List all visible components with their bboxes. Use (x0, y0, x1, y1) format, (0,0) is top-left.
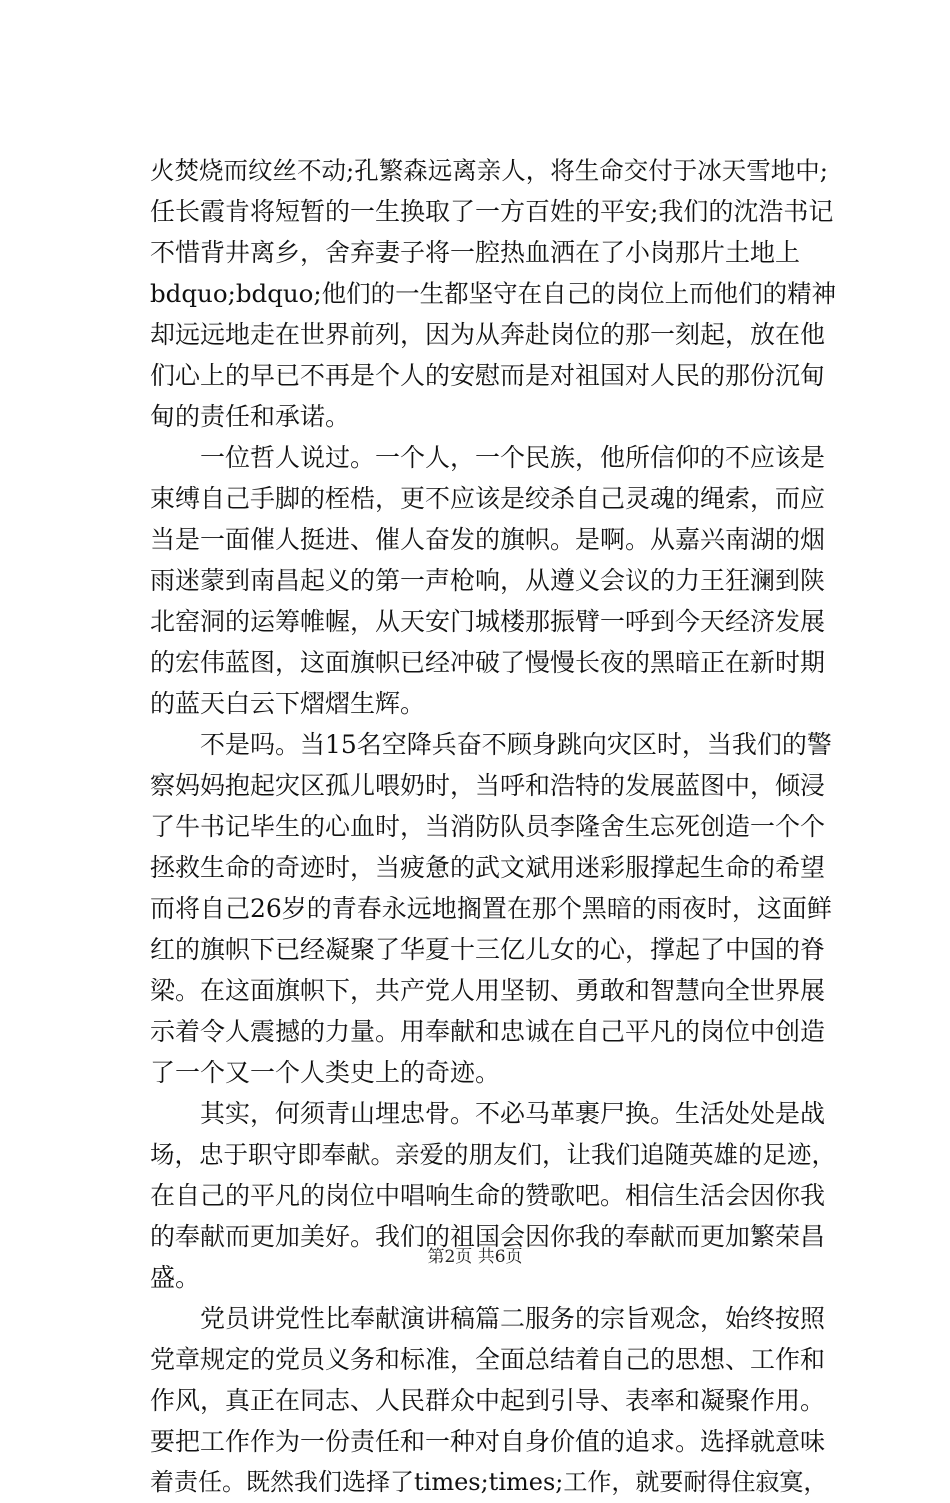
text-line: bdquo;bdquo;他们的一生都坚守在自己的岗位上而他们的精神 (150, 279, 837, 308)
text-line: 的蓝天白云下熠熠生辉。 (150, 689, 426, 718)
text-line: 的奉献而更加美好。我们的祖国会因你我的奉献而更加繁荣昌 (150, 1222, 826, 1251)
text-line: 在自己的平凡的岗位中唱响生命的赞歌吧。相信生活会因你我 (150, 1181, 826, 1210)
text-line: 而将自己26岁的青春永远地搁置在那个黑暗的雨夜时，这面鲜 (150, 894, 832, 923)
paragraph-first-line: 一位哲人说过。一个人，一个民族，他所信仰的不应该是 (200, 443, 826, 472)
text-line: 察妈妈抱起灾区孤儿喂奶时，当呼和浩特的发展蓝图中，倾浸 (150, 771, 826, 800)
text-line: 当是一面催人挺进、催人奋发的旗帜。是啊。从嘉兴南湖的烟 (150, 525, 826, 554)
text-line: 着责任。既然我们选择了times;times;工作，就要耐得住寂寞， (150, 1468, 828, 1496)
text-line: 火焚烧而纹丝不动;孔繁森远离亲人，将生命交付于冰天雪地中; (150, 156, 829, 185)
text-line: 北窑洞的运筹帷幄，从天安门城楼那振臂一呼到今天经济发展 (150, 607, 826, 636)
text-line: 却远远地走在世界前列，因为从奔赴岗位的那一刻起，放在他 (150, 320, 826, 349)
paragraph-first-line: 其实，何须青山埋忠骨。不必马革裹尸换。生活处处是战 (200, 1099, 826, 1128)
text-line: 红的旗帜下已经凝聚了华夏十三亿儿女的心，撑起了中国的脊 (150, 935, 826, 964)
text-line: 雨迷蒙到南昌起义的第一声枪响，从遵义会议的力王狂澜到陕 (150, 566, 826, 595)
text-line: 盛。 (150, 1263, 201, 1292)
text-line: 作风，真正在同志、人民群众中起到引导、表率和凝聚作用。 (150, 1386, 826, 1415)
page-footer: 第2页 共6页 (427, 1247, 523, 1267)
document-body (150, 150, 840, 1503)
text-line: 场，忠于职守即奉献。亲爱的朋友们，让我们追随英雄的足迹， (150, 1140, 836, 1169)
paragraph-first-line: 党员讲党性比奉献演讲稿篇二服务的宗旨观念，始终按照 (200, 1304, 826, 1333)
text-line: 的宏伟蓝图，这面旗帜已经冲破了慢慢长夜的黑暗正在新时期 (150, 648, 826, 677)
text-line: 甸的责任和承诺。 (150, 402, 351, 431)
paragraph-first-line: 不是吗。当15名空降兵奋不顾身跳向灾区时，当我们的警 (200, 730, 832, 759)
text-line: 梁。在这面旗帜下，共产党人用坚韧、勇敢和智慧向全世界展 (150, 976, 826, 1005)
text-line: 示着令人震撼的力量。用奉献和忠诚在自己平凡的岗位中创造 (150, 1017, 826, 1046)
text-line: 党章规定的党员义务和标准，全面总结着自己的思想、工作和 (150, 1345, 826, 1374)
text-line: 束缚自己手脚的桎梏，更不应该是绞杀自己灵魂的绳索，而应 (150, 484, 826, 513)
text-line: 了一个又一个人类史上的奇迹。 (150, 1058, 501, 1087)
text-line: 们心上的早已不再是个人的安慰而是对祖国对人民的那份沉甸 (150, 361, 826, 390)
text-line: 拯救生命的奇迹时，当疲惫的武文斌用迷彩服撑起生命的希望 (150, 853, 826, 882)
text-line: 要把工作作为一份责任和一种对自身价值的追求。选择就意味 (150, 1427, 826, 1456)
text-line: 不惜背井离乡，舍弃妻子将一腔热血洒在了小岗那片土地上 (150, 238, 801, 267)
text-line: 了牛书记毕生的心血时，当消防队员李隆舍生忘死创造一个个 (150, 812, 826, 841)
text-line: 任长霞肯将短暂的一生换取了一方百姓的平安;我们的沈浩书记 (150, 197, 834, 226)
